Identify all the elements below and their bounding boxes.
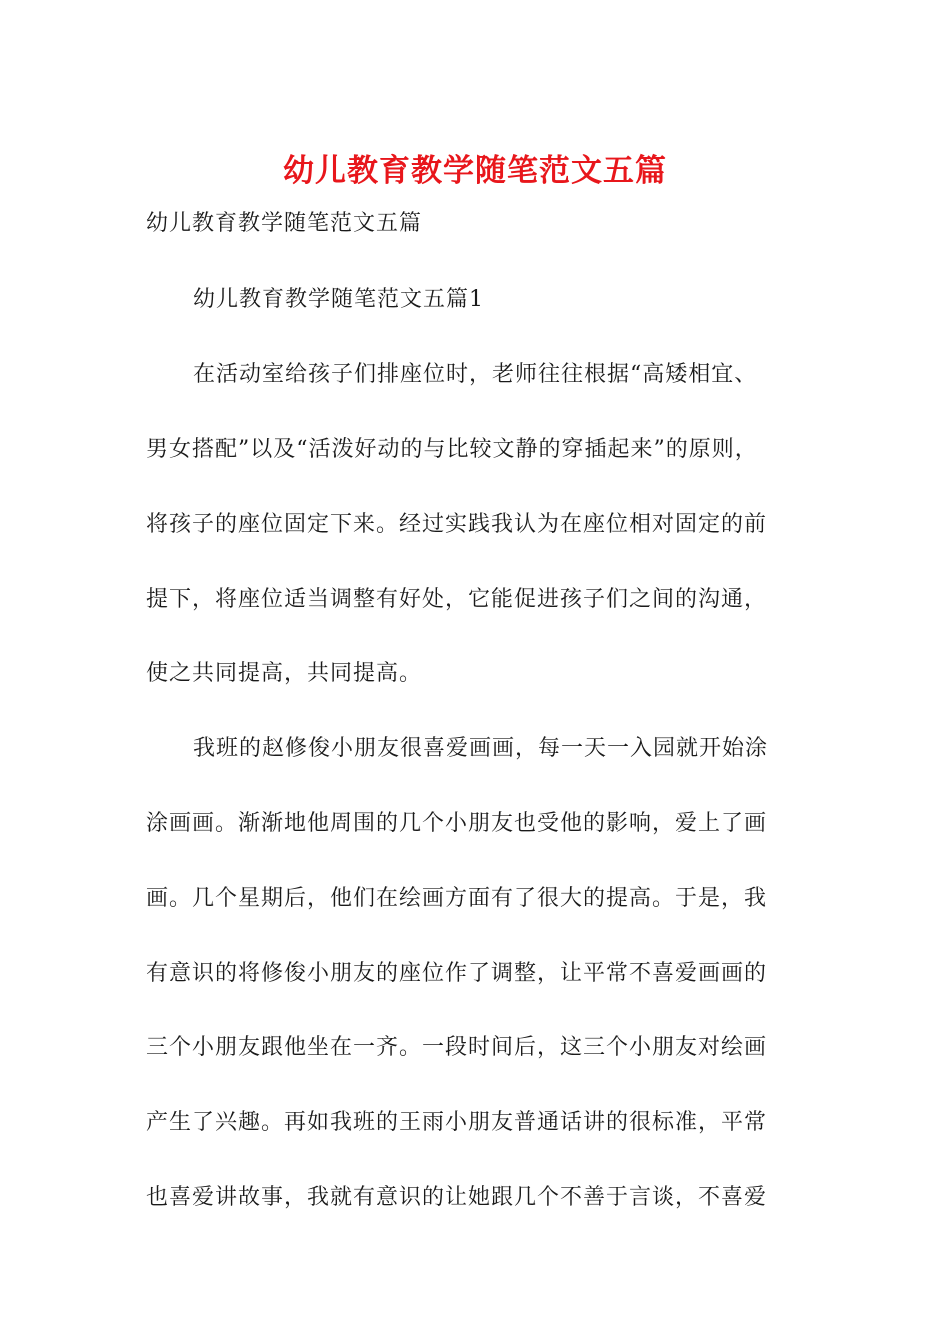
document-title: 幼儿教育教学随笔范文五篇: [283, 153, 667, 189]
paragraph-1-line: 提下，将座位适当调整有好处，它能促进孩子们之间的沟通，: [146, 587, 768, 612]
section-heading: 幼儿教育教学随笔范文五篇1: [193, 287, 484, 312]
paragraph-2-line: 涂画画。渐渐地他周围的几个小朋友也受他的影响，爱上了画: [146, 811, 768, 836]
paragraph-2-line: 也喜爱讲故事，我就有意识的让她跟几个不善于言谈，不喜爱: [146, 1185, 768, 1210]
paragraph-1-line: 在活动室给孩子们排座位时，老师往往根据“高矮相宜、: [193, 362, 758, 387]
paragraph-2-line: 产生了兴趣。再如我班的王雨小朋友普通话讲的很标准，平常: [146, 1110, 768, 1135]
paragraph-2-line: 画。几个星期后，他们在绘画方面有了很大的提高。于是，我: [146, 886, 768, 911]
paragraph-1-line: 将孩子的座位固定下来。经过实践我认为在座位相对固定的前: [146, 512, 768, 537]
paragraph-2-line: 三个小朋友跟他坐在一齐。一段时间后，这三个小朋友对绘画: [146, 1035, 768, 1060]
paragraph-1-line: 男女搭配”以及“活泼好动的与比较文静的穿插起来”的原则，: [146, 437, 758, 462]
document-subtitle: 幼儿教育教学随笔范文五篇: [146, 211, 423, 236]
paragraph-2-line: 有意识的将修俊小朋友的座位作了调整，让平常不喜爱画画的: [146, 961, 768, 986]
paragraph-2-line: 我班的赵修俊小朋友很喜爱画画，每一天一入园就开始涂: [193, 736, 769, 761]
paragraph-1-line: 使之共同提高，共同提高。: [146, 661, 423, 686]
